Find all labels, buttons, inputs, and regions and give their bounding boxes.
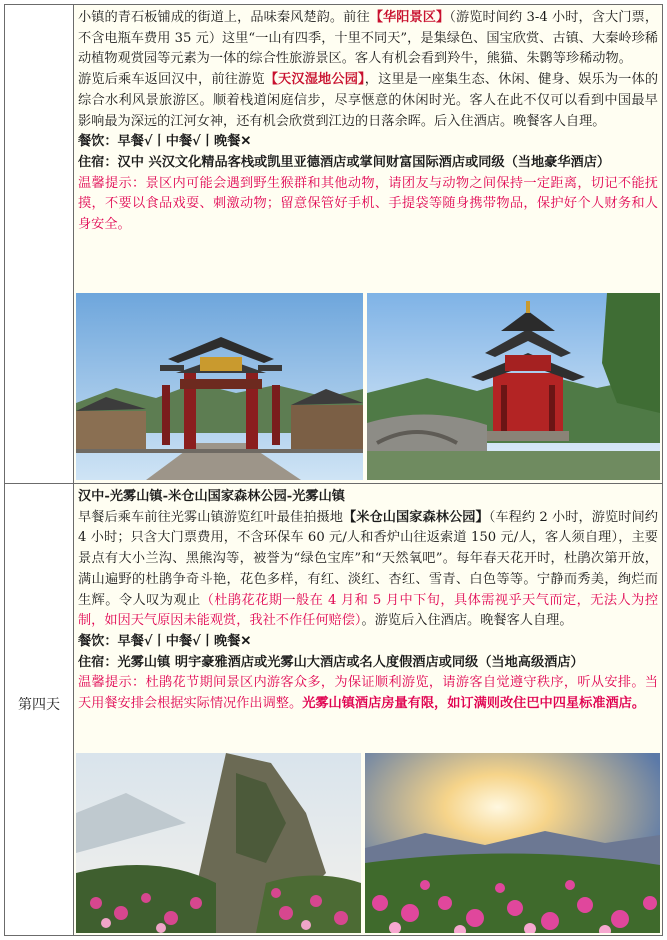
tianhan-spot-name: 【天汉湿地公园】 [264, 72, 365, 88]
day4-route: 汉中-光雾山镇-米仓山国家森林公园-光雾山镇 [78, 489, 345, 504]
azalea-season-note: （杜鹃花花期一般在 4 月和 5 月中下旬，具体需视乎天气而定，无法人为控制，如因天气原因未能观赏，我社不作任何赔偿） [78, 592, 659, 629]
day3-paragraph-huayang: 小镇的青石板铺成的街道上，品味秦风楚韵。前往【华阳景区】（游览时间约 3-4 小时，含大门票，不含电瓶车费用 35 元）这里“一山有四季，十里不同天”，是集绿色、国宝欣赏、古镇、大秦岭珍稀动植物观赏园等元素为一体的综合性旅游景区。客人有机会看到羚牛，熊猫、朱鹮等珍稀动物。 [78, 10, 659, 67]
day4-tip-hotel-note: 光雾山镇酒店房量有限，如订满则改住巴中四星标准酒店。 [302, 696, 646, 712]
day3-tip: 温馨提示：景区内可能会遇到野生猴群和其他动物，请团友与动物之间保持一定距离，切记不能抚摸，不要以食品戏耍、刺激动物；留意保管好手机、手提袋等随身携带物品，保护好个人财务和人身安全。 [78, 175, 658, 233]
day3-paragraph-tianhan: 游览后乘车返回汉中，前往游览【天汉湿地公园】，这里是一座集生态、休闲、健身、娱乐为一体的综合水利风景旅游区。顺着栈道闲庭信步，尽享惬意的休闲时光。客人在此不仅可以看到中国最早影响最为深远的江河女神，还有机会欣赏到江边的日落余晖。后入住酒店。晚餐客人自理。 [78, 72, 659, 129]
day3-hotel: 住宿：汉中 兴汉文化精品客栈或凯里亚德酒店或掌间财富国际酒店或同级（当地豪华酒店） [78, 154, 611, 170]
day4-meals: 餐饮：早餐√丨中餐√丨晚餐✕ [78, 633, 252, 649]
day3-content [74, 5, 662, 483]
day4-tip: 温馨提示：杜鹃花节期间景区内游客众多，为保证顺利游览，请游客自觉遵守秩序，听从安排。当天用餐安排会根据实际情况作出调整。光雾山镇酒店房量有限，如订满则改住巴中四星标准酒店。 [78, 675, 658, 712]
day4-row [5, 484, 662, 935]
day4-label-cell [5, 484, 74, 935]
day4-paragraph: 早餐后乘车前往光雾山镇游览红叶最佳拍摄地【米仓山国家森林公园】（车程约 2 小时，游览时间约 4 小时；只含大门票费用，不含环保车 60 元/人和香炉山往返索道 150 元/人，客人须自理），主要景点有大小兰沟、黑熊沟等，被誉为“绿色宝库”和“天然氧吧”。每年春天花开时，杜鹃次第开放，满山遍野的杜鹃争奇斗艳，花色多样，有红、淡红、杏红、雪青、白色等等。宁静而秀美，绚烂而生辉。令人叹为观止（杜鹃花花期一般在 4 月和 5 月中下旬，具体需视乎天气而定，无法人为控制，如因天气原因未能观赏，我社不作任何赔偿）。游览后入住酒店。晚餐客人自理。 [78, 509, 659, 629]
day4-hotel: 住宿：光雾山镇 明宇豪雅酒店或光雾山大酒店或名人度假酒店或同级（当地高级酒店） [78, 654, 584, 670]
photo-azalea-meadow-sunrise [365, 753, 660, 933]
photo-pavilion-bridge [367, 293, 660, 480]
day4-label: 第四天 [18, 697, 60, 713]
photo-azalea-cliff [76, 753, 361, 933]
day3-meals: 餐饮：早餐√丨中餐√丨晚餐✕ [78, 134, 252, 150]
photo-ancient-town-gate [76, 293, 363, 480]
day3-row [5, 5, 662, 484]
micangshan-spot-name: 【米仓山国家森林公园】 [343, 509, 489, 525]
day3-label-cell [5, 5, 74, 483]
huayang-spot-name: 【华阳景区】 [369, 10, 450, 25]
itinerary-table [4, 4, 663, 936]
day4-content [74, 484, 662, 935]
